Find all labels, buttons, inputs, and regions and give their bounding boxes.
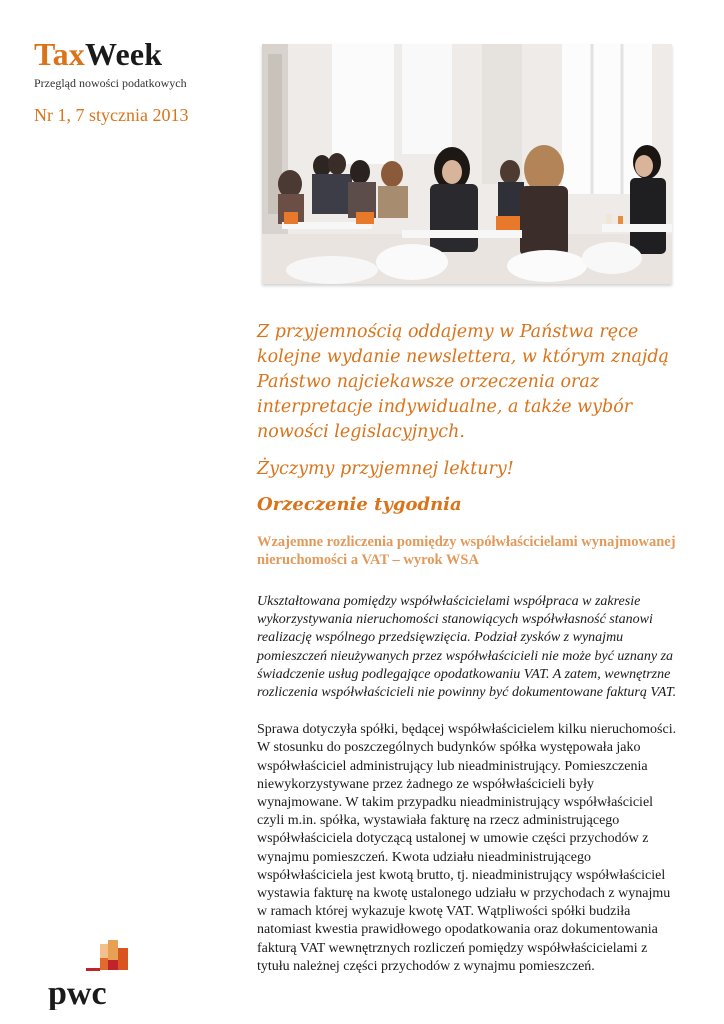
article-body: Sprawa dotyczyła spółki, będącej współwłaścicielem kilku nieruchomości. W stosunku do poszczególnych budynków spółka występowała jako współwłaściciel administrujący lub nieadministrujący. Pomieszczenia niewykorzystywane przez żadnego ze współwłaścicieli były wynajmowane. W takim przypadku nieadministrujący współwłaściciel czyli m.in. spółka, wystawiała fakturę na rzecz administrującego współwłaściciela dotyczącą ustalonej w umowie części przychodów z wynajmu pomieszczeń. Kwota udziału nieadministrującego współwłaściciela jest kwotą brutto, tj. nieadministrujący współwłaściciel wystawia fakturę na kwotę ustalonego udziału w przychodach z wynajmu w ramach której wykazuje kwotę VAT. Wątpliwości spółki budziła natomiast kwestia prawidłowego opodatkowania oraz dokumentowania fakturą VAT wewnętrznych rozliczeń pomiędzy współwłaścicielami z tytułu należnej części przychodów z wynajmu pomieszczeń. [257, 722, 677, 974]
section-heading: Orzeczenie tygodnia [257, 494, 462, 515]
office-meeting-illustration [262, 44, 672, 284]
article-lead: Ukształtowana pomiędzy współwłaścicielami współpraca w zakresie wykorzystywania nieruchomości stanowiących współwłasność stanowi realizację wspólnego przedsięwzięcia. Podział zysków z wynajmu pomieszczeń nieużywanych przez współwłaścicieli nie może być uznany za świadczenie usług podlegające opodatkowaniu VAT. A zatem, wewnętrzne rozliczenia współwłaścicieli nie powinny być dokumentowane fakturą VAT. [257, 594, 677, 701]
intro-paragraph: Z przyjemnością oddajemy w Państwa ręce kolejne wydanie newslettera, w którym znajdą Państwo najciekawsze orzeczenia oraz interpretacje indywidualne, a także wybór nowości legislacyjnych. [257, 322, 669, 442]
main-content [257, 320, 677, 976]
newsletter-subtitle: Przegląd nowości podatkowych [34, 76, 187, 90]
issue-number-date: Nr 1, 7 stycznia 2013 [34, 105, 189, 125]
pwc-logo-mark [44, 938, 140, 1010]
header-photo [262, 44, 672, 284]
pwc-logo [44, 938, 140, 1010]
brand-week: Week [85, 36, 163, 72]
brand-tax: Tax [34, 36, 86, 72]
intro-wish: Życzymy przyjemnej lektury! [257, 459, 514, 479]
brand-title [34, 36, 188, 72]
masthead [34, 36, 188, 126]
article-title: Wzajemne rozliczenia pomiędzy współwłaścicielami wynajmowanej nieruchomości a VAT – wyrok WSA [257, 534, 676, 568]
svg-text:pwc: pwc [48, 975, 107, 1010]
